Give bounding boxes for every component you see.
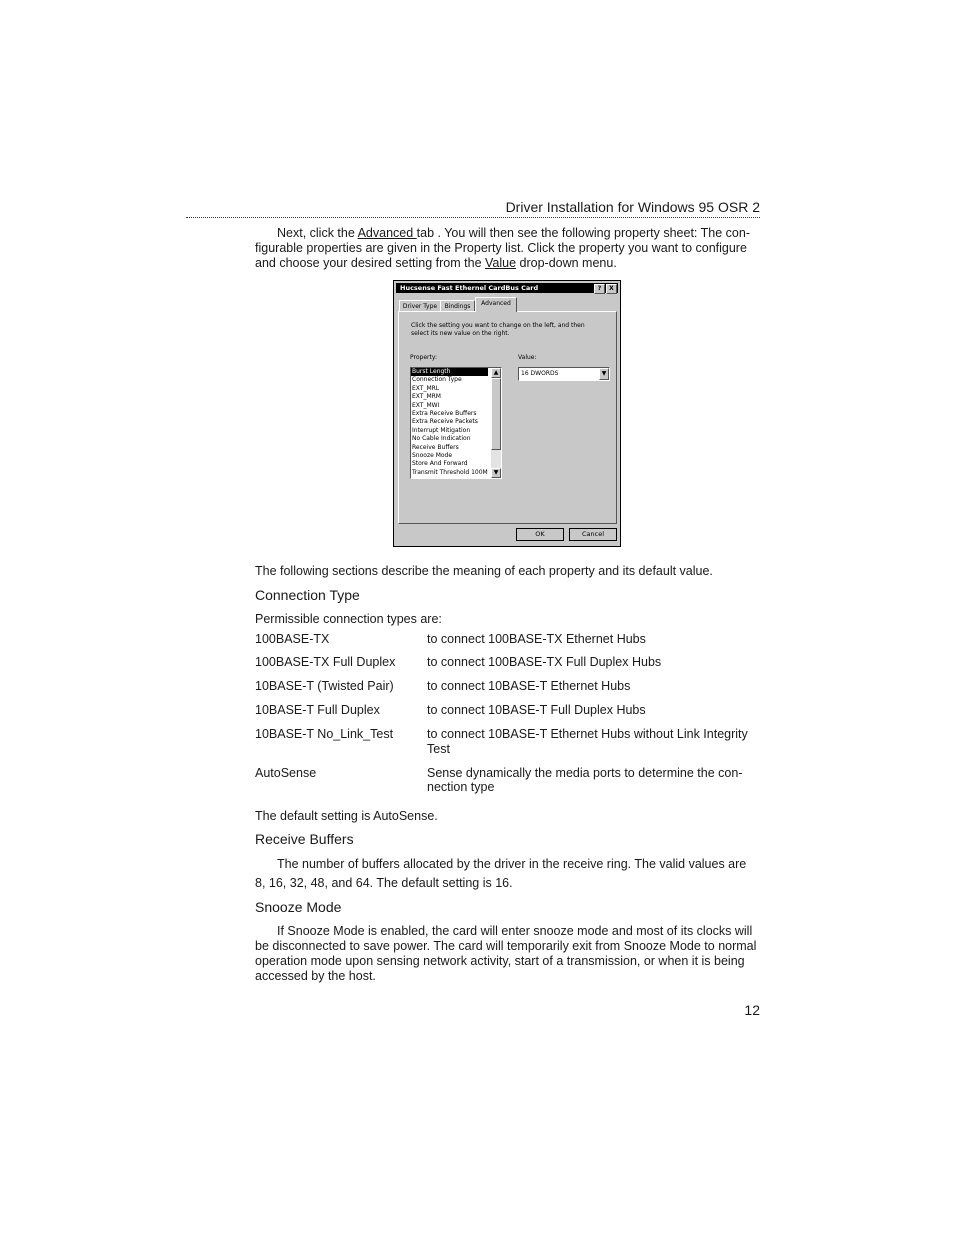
snooze-mode-line-4: accessed by the host.: [255, 969, 376, 983]
scroll-up-icon[interactable]: ▲: [491, 368, 501, 378]
list-item[interactable]: Interrupt Mitigation: [412, 426, 471, 434]
connection-definition: to connect 10BASE-T Full Duplex Hubs: [427, 703, 646, 717]
connection-term: 10BASE-T Full Duplex: [255, 703, 380, 717]
connection-term: AutoSense: [255, 766, 317, 780]
dialog-title: Hucsense Fast Ethernel CardBus Card: [400, 284, 539, 292]
connection-type-heading: Connection Type: [255, 587, 360, 603]
tab-driver-type[interactable]: Driver Type: [399, 300, 441, 312]
value-label: Value:: [518, 354, 537, 361]
receive-buffers-line-2: 8, 16, 32, 48, and 64. The default setting is 16.: [255, 876, 513, 890]
scroll-thumb[interactable]: [491, 378, 501, 450]
dialog-title-bar: [396, 283, 618, 293]
list-item[interactable]: Transmit Threshold 100M: [412, 468, 488, 476]
instruction-line-1: Click the setting you want to change on the left, and then: [411, 322, 585, 329]
list-item[interactable]: EXT_MRL: [412, 384, 440, 392]
property-label: Property:: [410, 354, 437, 361]
sections-intro: The following sections describe the meaning of each property and its default value.: [255, 564, 713, 578]
snooze-mode-line-3: operation mode upon sensing network activity, start of a transmission, or when it is being: [255, 954, 745, 968]
list-item[interactable]: EXT_MRM: [412, 393, 441, 401]
list-item-selected[interactable]: Burst Length: [411, 368, 488, 376]
connection-definition: to connect 100BASE-TX Full Duplex Hubs: [427, 655, 662, 669]
connection-term: 10BASE-T (Twisted Pair): [255, 679, 394, 693]
receive-buffers-line-1: The number of buffers allocated by the driver in the receive ring. The valid values are: [277, 857, 747, 871]
intro-line-3: [255, 256, 617, 271]
connection-term: 100BASE-TX: [255, 632, 330, 646]
intro-line-2: figurable properties are given in the Property list. Click the property you want to configure: [255, 241, 747, 255]
list-item[interactable]: Store And Forward: [412, 460, 468, 468]
value-dropdown[interactable]: [518, 367, 610, 381]
list-item[interactable]: Extra Receive Packets: [412, 418, 478, 426]
property-sheet-screenshot: [393, 280, 621, 547]
connection-term: 10BASE-T No_Link_Test: [255, 727, 394, 741]
list-item[interactable]: EXT_MWI: [412, 401, 440, 409]
scroll-down-icon[interactable]: ▼: [491, 468, 501, 478]
list-item[interactable]: No Cable Indication: [412, 435, 471, 443]
close-button[interactable]: X: [606, 284, 617, 294]
list-item[interactable]: Receive Buffers: [412, 443, 459, 451]
intro-text-4: drop-down menu.: [516, 256, 617, 270]
connection-type-intro: Permissible connection types are:: [255, 612, 442, 626]
connection-definition-cont: nection type: [427, 780, 495, 794]
list-item[interactable]: Snooze Mode: [412, 452, 453, 460]
connection-definition: Sense dynamically the media ports to determine the con-: [427, 766, 743, 780]
intro-text-1: Next, click the: [277, 226, 358, 240]
connection-term: 100BASE-TX Full Duplex: [255, 655, 396, 669]
snooze-mode-line-1: If Snooze Mode is enabled, the card will enter snooze mode and most of its clocks will: [277, 924, 753, 938]
connection-definition: to connect 10BASE-T Ethernet Hubs: [427, 679, 631, 693]
ok-button[interactable]: OK: [516, 528, 564, 541]
page-number: 12: [744, 1002, 760, 1018]
value-reference: Value: [485, 256, 517, 270]
cancel-button[interactable]: Cancel: [569, 528, 617, 541]
connection-definition: to connect 100BASE-TX Ethernet Hubs: [427, 632, 646, 646]
instruction-line-2: select its new value on the right.: [411, 330, 510, 337]
intro-text-2: tab . You will then see the following property sheet: The con-: [416, 226, 750, 240]
connection-definition: to connect 10BASE-T Ethernet Hubs without Link Integrity: [427, 727, 748, 741]
intro-text-3: and choose your desired setting from the: [255, 256, 485, 270]
running-header: Driver Installation for Windows 95 OSR 2: [505, 199, 760, 215]
value-selected: 16 DWORDS: [521, 370, 559, 377]
header-divider: [186, 217, 760, 218]
tab-bindings[interactable]: Bindings: [440, 300, 475, 312]
receive-buffers-heading: Receive Buffers: [255, 831, 354, 847]
snooze-mode-heading: Snooze Mode: [255, 899, 342, 915]
advanced-tab-reference: Advanced: [357, 226, 417, 240]
connection-default: The default setting is AutoSense.: [255, 809, 438, 823]
list-item[interactable]: Connection Type: [412, 376, 462, 384]
property-list[interactable]: [410, 367, 502, 479]
help-button[interactable]: ?: [594, 284, 605, 294]
tab-advanced[interactable]: Advanced: [475, 297, 517, 312]
connection-definition-cont: Test: [427, 742, 450, 756]
list-item[interactable]: Extra Receive Buffers: [412, 410, 477, 418]
chevron-down-icon[interactable]: ▼: [599, 368, 609, 380]
intro-line-1: [277, 226, 750, 241]
snooze-mode-line-2: be disconnected to save power. The card will temporarily exit from Snooze Mode to normal: [255, 939, 757, 953]
property-list-scrollbar[interactable]: [491, 368, 501, 478]
